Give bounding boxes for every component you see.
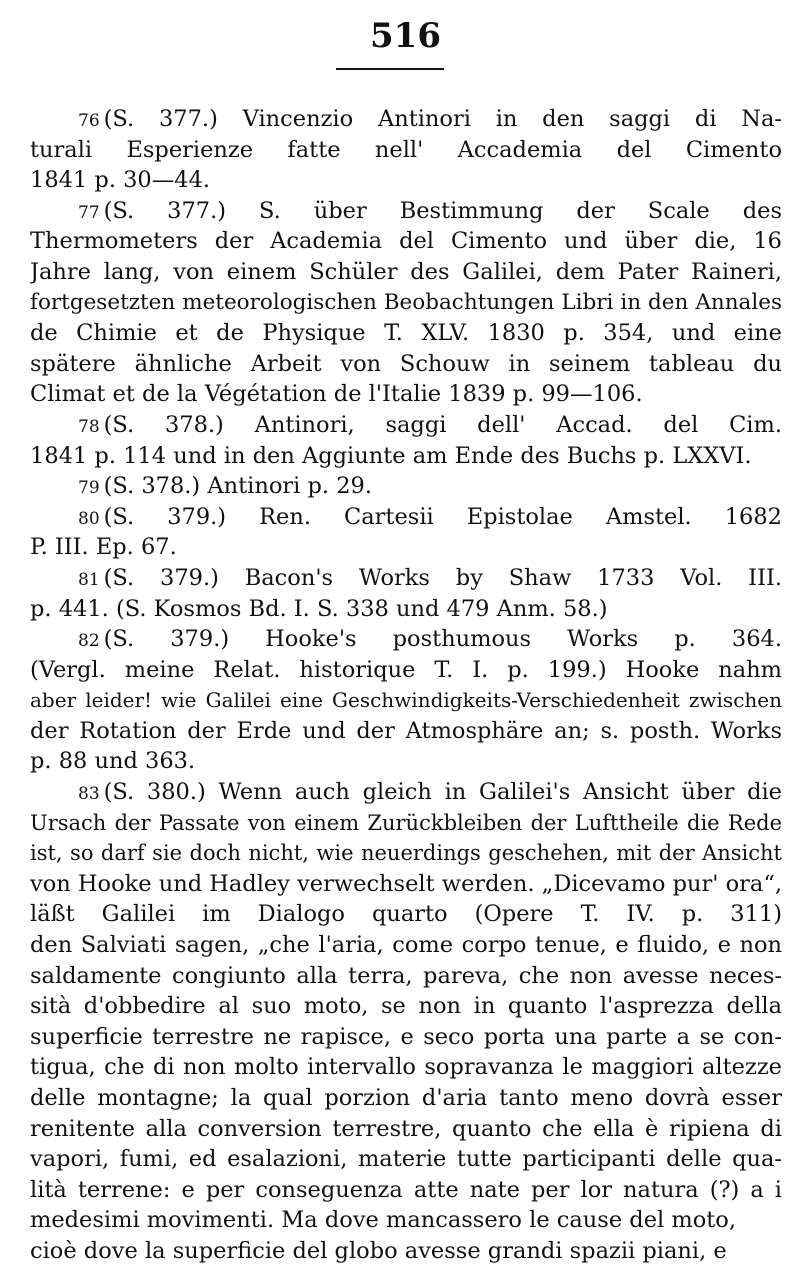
endnote-text: (S. 378.) Antinori p. 29. xyxy=(103,473,372,500)
endnote-text: (S. 377.) Vincenzio Antinori in den saggi di Na- xyxy=(103,106,782,132)
endnote-text: 1841 p. 30—44. xyxy=(30,167,211,194)
endnote-first-line xyxy=(30,104,782,135)
endnote-text: vapori, fumi, ed esalazioni, materie tutte participanti delle qua- xyxy=(30,1146,782,1173)
endnote-text: ist, so darf sie doch nicht, wie neuerdings geschehen, mit der Ansicht xyxy=(30,841,782,866)
endnotes-block xyxy=(30,104,782,1267)
endnote-line xyxy=(30,349,782,380)
endnote-line xyxy=(30,808,782,839)
endnote-text: delle montagne; la qual porzion d'aria tanto meno dovrà esser xyxy=(30,1085,782,1111)
endnote-number: 77 xyxy=(78,202,100,223)
endnote-text: (S. 380.) Wenn auch gleich in Galilei's Ansicht über die xyxy=(103,779,782,806)
endnote-text: den Salviati sagen, „che l'aria, come corpo tenue, e fluido, e non xyxy=(30,932,782,959)
endnote-text: von Hooke und Hadley verwechselt werden. „Dicevamo pur' ora“, xyxy=(30,870,782,897)
endnote-text: renitente alla conversion terrestre, quanto che ella è ripiena di xyxy=(30,1115,782,1142)
endnote-line xyxy=(30,288,782,319)
endnote-text: p. 441. (S. Kosmos Bd. I. S. 338 und 479 Anm. 58.) xyxy=(30,595,608,622)
endnote-text: Thermometers der Academia del Cimento und über die, 16 xyxy=(30,228,782,255)
endnote-line xyxy=(30,869,782,900)
endnote-text: (Vergl. meine Relat. historique T. I. p. 199.) Hooke nahm xyxy=(30,656,782,683)
endnote-text: (S. 379.) Bacon's Works by Shaw 1733 Vol. III. xyxy=(103,564,782,591)
endnote-text: der Rotation der Erde und der Atmosphäre an; s. posth. Works xyxy=(30,717,782,744)
endnote-line xyxy=(30,991,782,1022)
endnote-text: Ursach der Passate von einem Zurückbleiben der Lufttheile die Rede xyxy=(30,810,782,835)
endnote-text: (S. 378.) Antinori, saggi dell' Accad. del Cim. xyxy=(103,411,782,438)
endnote-number: 83 xyxy=(78,784,100,805)
endnote-text: fortgesetzten meteorologischen Beobachtungen Libri in den Annales xyxy=(30,289,782,315)
endnote-text: läßt Galilei im Dialogo quarto (Opere T. IV. p. 311) xyxy=(30,901,782,928)
endnote-text: (S. 379.) Ren. Cartesii Epistolae Amstel. 1682 xyxy=(103,503,782,530)
endnote-text: (S. 379.) Hooke's posthumous Works p. 364. xyxy=(103,626,782,653)
endnote-line xyxy=(30,1236,782,1267)
endnote-number: 82 xyxy=(78,631,100,652)
endnote-text: Climat et de la Végétation de l'Italie 1839 p. 99—106. xyxy=(30,381,643,408)
endnote-line xyxy=(30,899,782,930)
endnote-first-line xyxy=(30,777,782,808)
endnote-line xyxy=(30,1175,782,1206)
endnote-line xyxy=(30,1083,782,1114)
endnote-text: superficie terrestre ne rapisce, e seco porta una parte a se con- xyxy=(30,1023,782,1050)
endnote-line xyxy=(30,1114,782,1145)
endnote-first-line xyxy=(30,502,782,533)
page-number: 516 xyxy=(370,16,441,56)
endnote-line xyxy=(30,838,782,869)
endnote-text: P. III. Ep. 67. xyxy=(30,534,177,561)
endnote-line xyxy=(30,1205,782,1236)
endnote-text: saldamente congiunto alla terra, pareva, che non avesse neces- xyxy=(30,962,782,989)
endnote-line xyxy=(30,532,782,563)
endnote-line xyxy=(30,716,782,747)
endnote-text: turali Esperienze fatte nell' Accademia del Cimento xyxy=(30,136,782,163)
endnote-line xyxy=(30,930,782,961)
endnote-line xyxy=(30,257,782,288)
endnote-text: p. 88 und 363. xyxy=(30,748,196,775)
endnote-text: Jahre lang, von einem Schüler des Galilei, dem Pater Raineri, xyxy=(30,258,782,285)
endnote-text: spätere ähnliche Arbeit von Schouw in seinem tableau du xyxy=(30,350,782,377)
endnote-text: de Chimie et de Physique T. XLV. 1830 p. 354, und eine xyxy=(30,320,782,347)
endnote-line xyxy=(30,1052,782,1083)
endnote-text: cioè dove la superficie del globo avesse grandi spazii piani, e xyxy=(30,1237,727,1264)
endnote-line xyxy=(30,379,782,410)
endnote-text: aber leider! wie Galilei eine Geschwindigkeits-Verschiedenheit zwischen xyxy=(30,688,782,713)
endnote-line xyxy=(30,135,782,166)
endnote-number: 78 xyxy=(78,416,100,437)
endnote-first-line xyxy=(30,196,782,227)
endnote-first-line xyxy=(30,624,782,655)
endnote-text: tigua, che di non molto intervallo sopravanza le maggiori altezze xyxy=(30,1054,782,1081)
endnote-text: lità terrene: e per conseguenza atte nate per lor natura (?) a i xyxy=(30,1176,782,1203)
endnote-line xyxy=(30,318,782,349)
header-rule xyxy=(336,68,444,70)
endnote-text: medesimi movimenti. Ma dove mancassero le cause del moto, xyxy=(30,1207,736,1234)
endnote-first-line xyxy=(30,410,782,441)
endnote-line xyxy=(30,1022,782,1053)
endnote-line xyxy=(30,961,782,992)
endnote-line xyxy=(30,655,782,686)
endnote-first-line xyxy=(30,563,782,594)
endnote-line xyxy=(30,746,782,777)
endnote-line xyxy=(30,685,782,716)
endnote-number: 79 xyxy=(78,478,100,499)
endnote-first-line xyxy=(30,471,782,502)
endnote-number: 80 xyxy=(78,508,100,529)
endnote-line xyxy=(30,165,782,196)
endnote-text: (S. 377.) S. über Bestimmung der Scale des xyxy=(103,197,782,224)
endnote-line xyxy=(30,226,782,257)
endnote-line xyxy=(30,441,782,472)
endnote-number: 76 xyxy=(78,111,100,131)
endnote-text: sità d'obbedire al suo moto, se non in quanto l'asprezza della xyxy=(30,993,782,1020)
endnote-line xyxy=(30,1144,782,1175)
endnote-number: 81 xyxy=(78,569,100,590)
endnote-line xyxy=(30,594,782,625)
endnote-text: 1841 p. 114 und in den Aggiunte am Ende des Buchs p. LXXVI. xyxy=(30,442,752,469)
